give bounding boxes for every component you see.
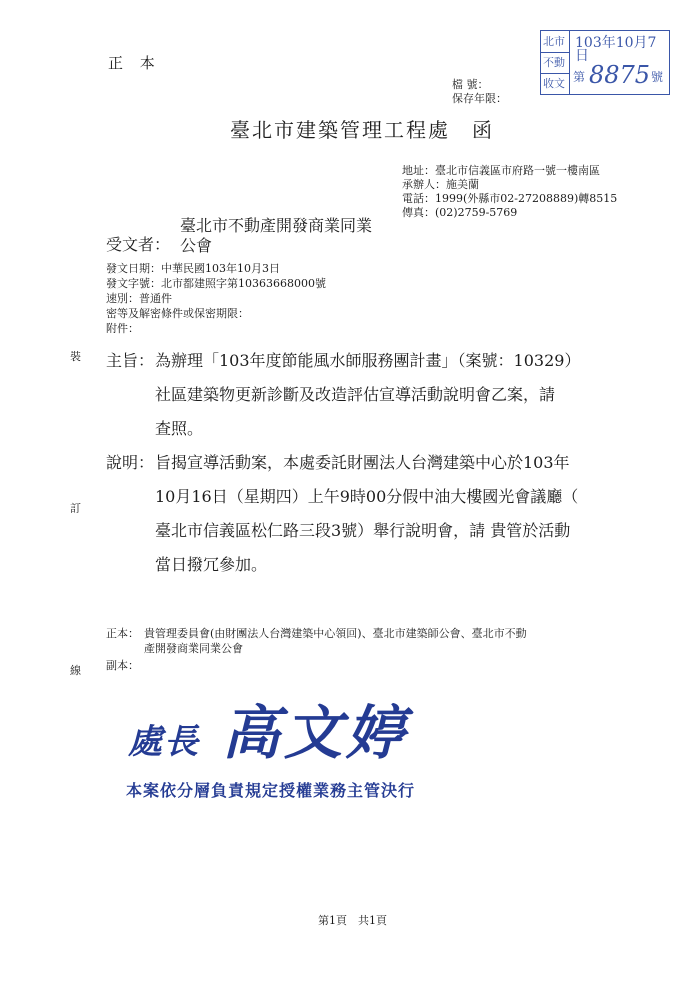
- copy-mark: 正 本: [108, 54, 161, 72]
- stamp-org-line1: 北市: [543, 35, 565, 48]
- explanation-line1: 旨揭宣導活動案，本處委託財團法人台灣建築中心於103年: [155, 453, 570, 472]
- document-number: 發文字號：北市都建照字第10363668000號: [106, 277, 326, 290]
- stamp-org-line3: 收文: [543, 77, 565, 90]
- stamp-date: 103年10月7日: [575, 35, 657, 64]
- issue-date: 發文日期：中華民國103年10月3日: [106, 262, 280, 275]
- explanation-line4: 當日撥冗參加。: [155, 555, 268, 574]
- original-copy-line2: 產開發商業同業公會: [144, 642, 243, 655]
- contact-fax: 傳真：(02)2759-5769: [402, 206, 518, 219]
- subject-line2: 社區建築物更新診斷及改造評估宣導活動說明會乙案，請: [155, 385, 556, 404]
- carbon-copy-label: 副本：: [106, 659, 139, 672]
- page-indicator: 第1頁 共1頁: [318, 914, 387, 927]
- signature-title: 處長: [128, 722, 200, 762]
- delegation-note: 本案依分層負責規定授權業務主管決行: [126, 781, 416, 800]
- receipt-stamp: [540, 30, 670, 95]
- contact-handler: 承辦人：施美蘭: [402, 178, 479, 191]
- subject-line3: 查照。: [155, 419, 204, 438]
- contact-address: 地址：臺北市信義區市府路一號一樓南區: [402, 164, 600, 177]
- secrecy-level: 密等及解密條件或保密期限：: [106, 307, 249, 320]
- margin-mark-line: 線: [70, 664, 81, 677]
- retention-label: 保存年限：: [452, 92, 507, 105]
- original-copy-label: 正本：: [106, 627, 139, 640]
- signature-name: 高文婷: [222, 699, 409, 767]
- delivery-speed: 速別：普通件: [106, 292, 172, 305]
- explanation-label: 說明：: [106, 453, 155, 472]
- explanation-line2: 10月16日（星期四）上午9時00分假中油大樓國光會議廳（: [155, 487, 579, 506]
- document-title: 臺北市建築管理工程處 函: [230, 118, 494, 142]
- explanation-line3: 臺北市信義區松仁路三段3號）舉行說明會，請 貴管於活動: [155, 521, 571, 540]
- subject-label: 主旨：: [106, 351, 155, 370]
- stamp-org-line2: 不動: [543, 56, 565, 69]
- recipient-name-line2: 公會: [180, 236, 213, 255]
- contact-phone: 電話：1999(外縣市02-27208889)轉8515: [402, 192, 618, 205]
- stamp-number: 8875: [589, 61, 651, 89]
- recipient-name-line1: 臺北市不動產開發商業同業: [180, 216, 373, 235]
- file-number-label: 檔 號：: [452, 78, 489, 91]
- recipient-label: 受文者：: [106, 235, 171, 254]
- subject-line1: 為辦理「103年度節能風水師服務團計畫」（案號：10329）: [155, 351, 581, 370]
- attachment: 附件：: [106, 322, 139, 335]
- original-copy-line1: 貴管理委員會(由財團法人台灣建築中心領回)、臺北市建築師公會、臺北市不動: [144, 627, 527, 640]
- stamp-number-suffix: 號: [651, 70, 664, 84]
- margin-mark-bind: 裝: [70, 350, 81, 363]
- stamp-number-prefix: 第: [573, 70, 586, 84]
- margin-mark-staple: 訂: [70, 502, 81, 515]
